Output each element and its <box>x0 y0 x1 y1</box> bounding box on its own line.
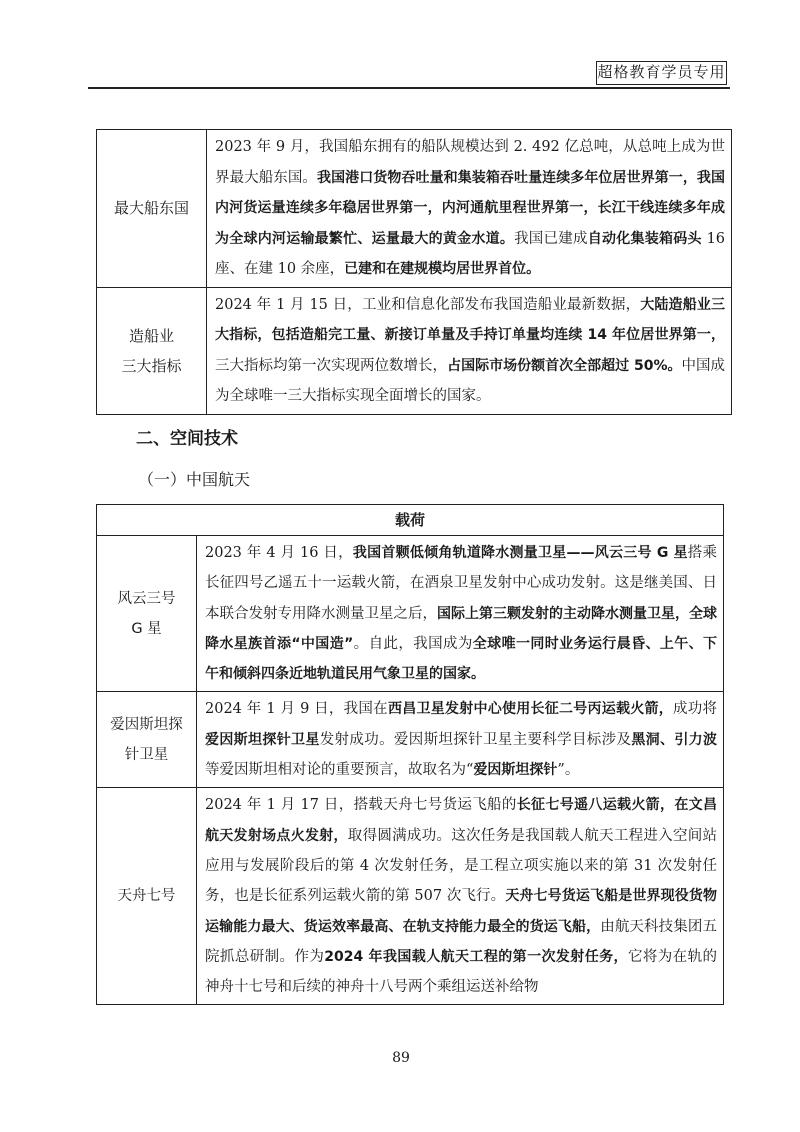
table-row <box>97 536 724 692</box>
body-text: 取得圆满成功。这次任务是我国载人航天工程进入空间站应用与发展阶段后的第 4 次发射任务，是工程立项实施以来的第 31 次发射任务，也是长征系列运载火箭的第 507 次飞行。 <box>205 827 718 905</box>
emphasis-text: 已建和在建规模均居世界首位。 <box>344 261 541 277</box>
row-label-line: 爱因斯坦探 <box>110 716 183 733</box>
row-content <box>207 287 732 414</box>
body-text: 。自此，我国成为 <box>353 635 473 652</box>
emphasis-text: 我国首颗低倾角轨道降水测量卫星——风云三号 G 星 <box>352 545 688 561</box>
emphasis-text: 爱因斯坦探针 <box>473 762 558 779</box>
row-label <box>97 692 197 788</box>
emphasis-text: 自动化集装箱码头 <box>587 230 702 247</box>
row-label-line: 风云三号 <box>117 590 176 607</box>
body-text: 2024 年 1 月 17 日，搭载天舟七号货运飞船的 <box>205 797 517 814</box>
shipping-table <box>96 129 732 415</box>
row-content <box>197 536 724 692</box>
body-text: 我国已建成 <box>514 230 588 247</box>
emphasis-text: 黑洞、引力波 <box>631 731 718 748</box>
emphasis-text: 占国际市场份额首次全部超过 50%。 <box>447 357 682 374</box>
table-header: 载荷 <box>97 505 724 536</box>
body-text: 由航天科技集团五院抓总研制。作为 <box>205 918 718 965</box>
row-label-line: 三大指标 <box>121 356 182 375</box>
emphasis-text: 全球唯一同时业务运行晨昏、上午、下午和倾斜四条近地轨道民用气象卫星的国家。 <box>205 635 718 683</box>
emphasis-text: 爱因斯坦探针卫星 <box>205 731 320 748</box>
emphasis-text: 西昌卫星发射中心使用长征二号丙运载火箭， <box>387 701 673 718</box>
section-title: 二、空间技术 <box>136 429 238 449</box>
table-row <box>97 692 724 788</box>
emphasis-text: 天舟七号货运飞船是世界现役货物运输能力最大、货运效率最高、在轨支持能力最全的货运飞船， <box>205 888 717 935</box>
body-text: 发射成功。爱因斯坦探针卫星主要科学目标涉及 <box>319 731 632 748</box>
emphasis-text: 国际上第三颗发射的主动降水测量卫星，全球降水星族首添“中国造” <box>205 605 717 652</box>
body-text: 三大指标均第一次实现两位数增长， <box>215 357 448 374</box>
row-label: 最大船东国 <box>97 130 207 288</box>
table-header-row <box>97 505 724 536</box>
body-text: 等爱因斯坦相对论的重要预言，故取名为“ <box>205 762 474 779</box>
body-text: 成功将 <box>673 701 718 718</box>
body-text: 2023 年 4 月 16 日， <box>205 545 353 561</box>
body-text: 它将为在轨的神舟十七号和后续的神舟十八号两个乘组运送补给物 <box>205 948 718 996</box>
table-row <box>97 788 724 1005</box>
body-text: 2024 年 1 月 9 日，我国在 <box>205 701 388 718</box>
body-text: ”。 <box>557 762 580 779</box>
row-label-line: 造船业 <box>128 326 174 345</box>
body-text: 16 座、在建 10 余座， <box>215 230 726 277</box>
row-content <box>197 692 724 788</box>
header-tag: 超格教育学员专用 <box>596 61 727 85</box>
body-text: 中国成为全球唯一三大指标实现全面增长的国家。 <box>215 357 726 404</box>
aerospace-table <box>96 504 724 1005</box>
table-row <box>97 287 732 414</box>
row-label: 天舟七号 <box>97 788 197 1005</box>
emphasis-text: 我国港口货物吞吐量和集装箱吞吐量连续多年位居世界第一，我国内河货运量连续多年稳居世界第一，内河通航里程世界第一，长江干线连续多年成为全球内河运输最繁忙、运量最大的黄金水道。 <box>215 169 725 247</box>
row-label <box>97 287 207 414</box>
row-label-line: 针卫星 <box>124 746 169 763</box>
emphasis-text: 长征七号遥八运载火箭，在文昌航天发射场点火发射， <box>205 797 718 844</box>
subsection-title: （一）中国航天 <box>138 470 251 489</box>
emphasis-text: 2024 年我国载人航天工程的第一次发射任务， <box>324 948 628 965</box>
row-content <box>207 130 732 288</box>
body-text: 搭乘长征四号乙遥五十一运载火箭，在酒泉卫星发射中心成功发射。这是继美国、日本联合发射专用降水测量卫星之后， <box>205 545 717 622</box>
row-label <box>97 536 197 692</box>
row-label-line: G 星 <box>131 620 162 637</box>
header-rule <box>88 87 730 89</box>
page-number: 89 <box>392 1050 410 1066</box>
body-text: 2023 年 9 月，我国船东拥有的船队规模达到 2. 492 亿总吨，从总吨上成为世界最大船东国。 <box>215 139 725 186</box>
table-row <box>97 130 732 288</box>
emphasis-text: 大陆造船业三大指标，包括造船完工量、新接订单量及手持订单量均连续 14 年位居世界第一， <box>215 296 726 343</box>
row-content <box>197 788 724 1005</box>
body-text: 2024 年 1 月 15 日，工业和信息化部发布我国造船业最新数据， <box>215 296 641 313</box>
